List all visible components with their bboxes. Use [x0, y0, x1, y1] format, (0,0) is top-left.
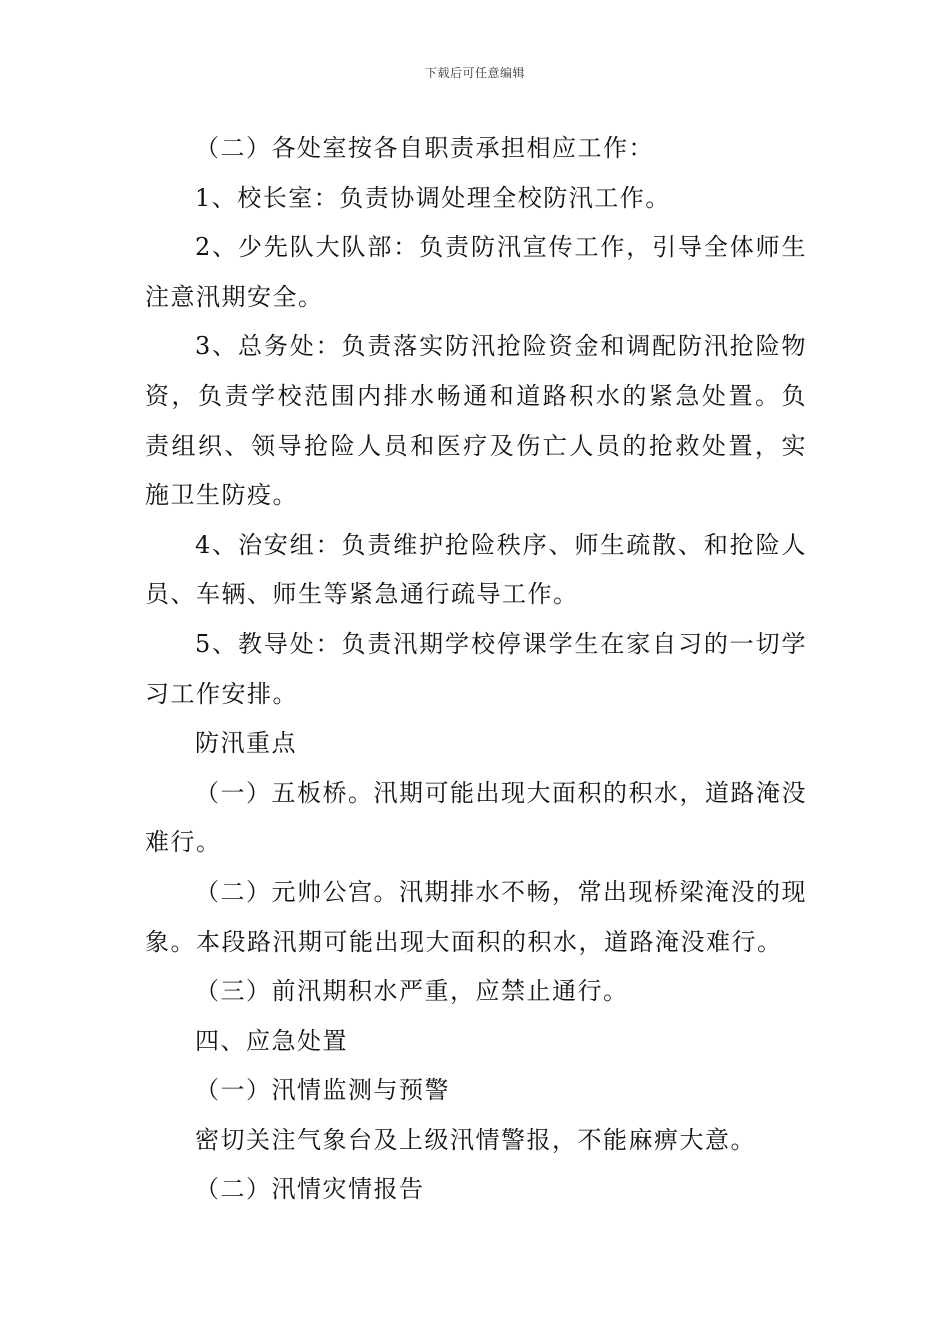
subheading-monitoring-warning: （一）汛情监测与预警: [195, 1076, 450, 1105]
page-header: 下载后可任意编辑: [424, 66, 525, 80]
paragraph-key-point-3: （三）前汛期积水严重，应禁止通行。: [195, 977, 629, 1006]
paragraph-monitoring: 密切关注气象台及上级汛情警报，不能麻痹大意。: [195, 1125, 756, 1154]
paragraph-general-affairs: 3、总务处：负责落实防汛抢险资金和调配防汛抢险物资，负责学校范围内排水畅通和道路积水的紧急处置。负责组织、领导抢险人员和医疗及伤亡人员的抢救处置，实施卫生防疫。: [145, 332, 807, 510]
document-body: [145, 124, 807, 1215]
paragraph-key-point-1: （一）五板桥。汛期可能出现大面积的积水，道路淹没难行。: [145, 778, 807, 857]
paragraph-duties-intro: （二）各处室按各自职责承担相应工作：: [195, 134, 654, 162]
paragraph-young-pioneers: 2、少先队大队部：负责防汛宣传工作，引导全体师生注意汛期安全。: [145, 233, 807, 311]
paragraph-security-team: 4、治安组：负责维护抢险秩序、师生疏散、和抢险人员、车辆、师生等紧急通行疏导工作。: [145, 530, 807, 609]
paragraph-academic-affairs: 5、教导处：负责汛期学校停课学生在家自习的一切学习工作安排。: [145, 629, 807, 708]
paragraph-key-point-2: （二）元帅公宫。汛期排水不畅，常出现桥梁淹没的现象。本段路汛期可能出现大面积的积水，道路淹没难行。: [145, 877, 807, 956]
subheading-disaster-report: （二）汛情灾情报告: [195, 1175, 425, 1204]
heading-flood-key-points: 防汛重点: [195, 729, 297, 758]
paragraph-principal-office: 1、校长室：负责协调处理全校防汛工作。: [195, 183, 671, 212]
heading-emergency-response: 四、应急处置: [195, 1026, 348, 1055]
